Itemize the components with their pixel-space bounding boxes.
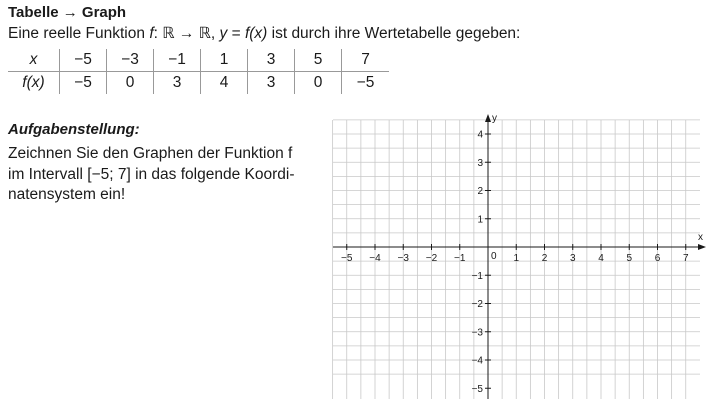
x-tick-label: 4 — [598, 253, 604, 264]
x-tick-label: 1 — [513, 253, 520, 264]
origin-label: 0 — [491, 251, 497, 262]
y-tick-label: 4 — [477, 129, 483, 141]
x-tick-label: −3 — [397, 253, 409, 264]
table-cell: 4 — [201, 72, 248, 95]
x-tick-label: 3 — [569, 253, 576, 264]
y-axis-arrow — [485, 114, 491, 122]
y-tick-label: −1 — [471, 270, 483, 282]
table-cell: −5 — [342, 72, 390, 95]
y-axis-label: y — [492, 113, 497, 124]
x-axis-label: x — [698, 232, 703, 243]
y-tick-label: −3 — [471, 327, 483, 339]
x-tick-label: −4 — [369, 253, 381, 264]
y-tick-label: −5 — [471, 383, 483, 395]
x-tick-label: 2 — [541, 253, 548, 264]
table-cell: 3 — [248, 49, 295, 72]
x-header: x — [8, 49, 60, 72]
y-tick-label: −2 — [471, 299, 483, 310]
fx-header: f(x) — [22, 74, 45, 91]
x-tick-label: −5 — [341, 253, 353, 264]
y-tick-label: 1 — [477, 214, 483, 226]
table-cell: 0 — [107, 72, 154, 95]
x-tick-label: 7 — [682, 253, 689, 264]
table-cell: 5 — [295, 49, 342, 72]
heading: Tabelle → Graph — [8, 4, 127, 21]
table-cell: −5 — [60, 72, 107, 95]
table-cell: 0 — [295, 72, 342, 95]
y-tick-label: −4 — [471, 355, 483, 367]
table-cell: −3 — [107, 49, 154, 72]
table-cell: −5 — [60, 49, 107, 72]
task-line: Zeichnen Sie den Graphen der Funktion f — [8, 145, 293, 162]
table-cell: 3 — [248, 72, 295, 95]
task-line: im Intervall [−5; 7] in das folgende Koordi- — [8, 165, 295, 183]
y-tick-label: 2 — [477, 186, 483, 197]
task-title: Aufgabenstellung: — [8, 121, 140, 138]
table-cell: 3 — [154, 72, 201, 95]
task-line: natensystem ein! — [8, 186, 126, 203]
intro-text: Eine reelle Funktion f: ℝ → ℝ, y = f(x) ist durch ihre Wertetabelle gegeben: — [8, 25, 521, 42]
x-axis-arrow — [698, 244, 706, 250]
x-tick-label: −1 — [454, 253, 466, 264]
x-tick-label: −2 — [425, 253, 438, 264]
x-tick-label: 5 — [626, 253, 633, 264]
table-cell: −1 — [154, 49, 201, 72]
y-tick-label: 3 — [477, 157, 483, 169]
table-cell: 7 — [342, 49, 390, 72]
table-cell: 1 — [201, 49, 248, 72]
x-tick-label: 6 — [654, 253, 661, 264]
